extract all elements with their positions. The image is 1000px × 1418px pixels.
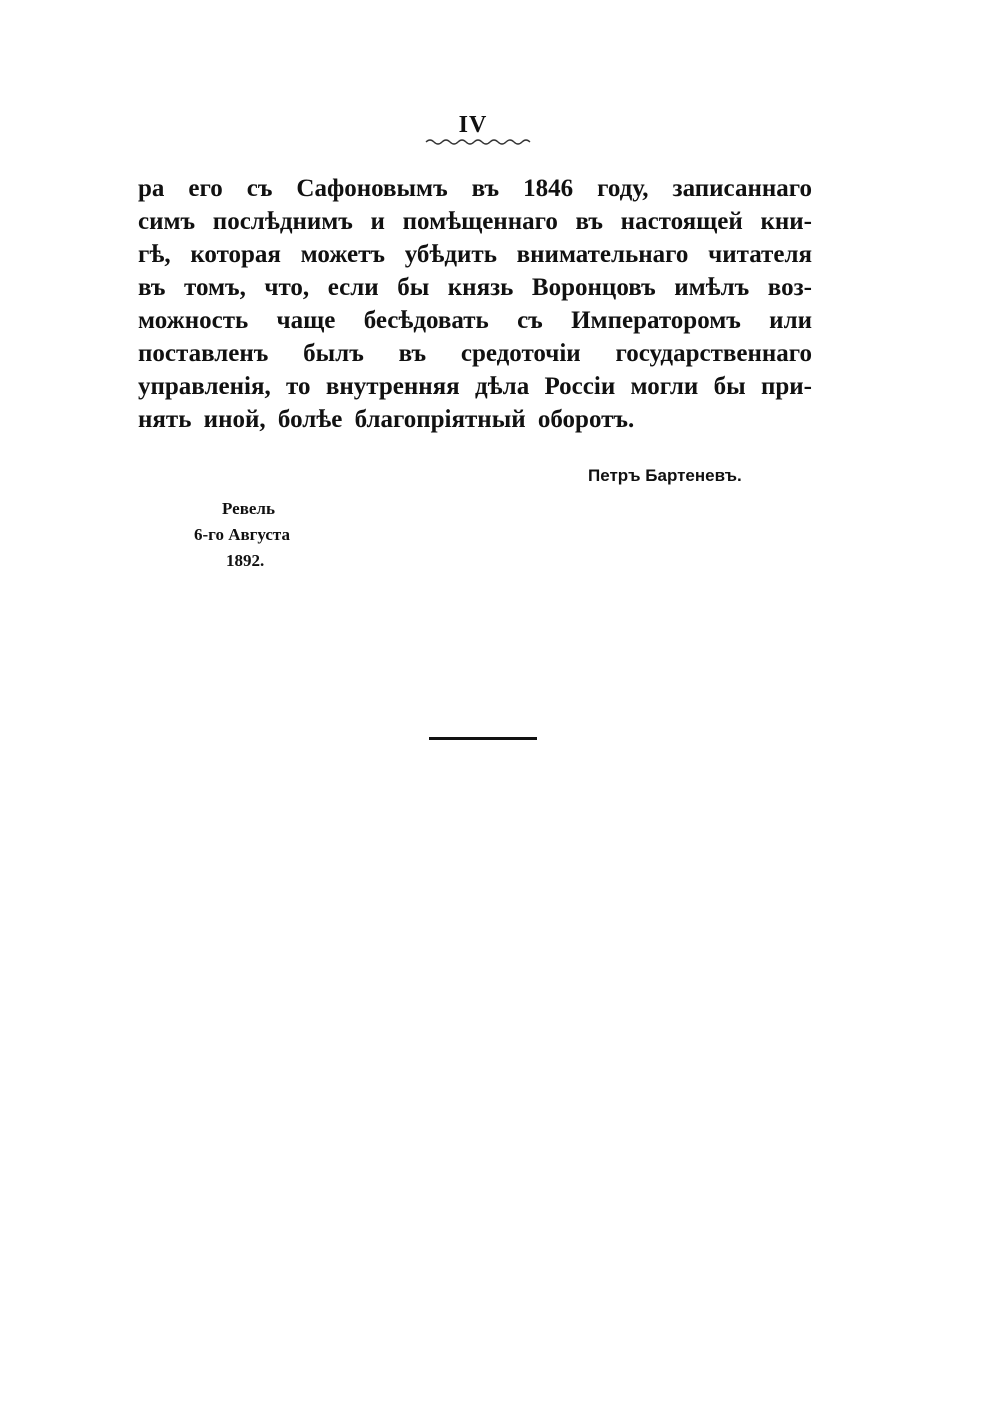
place-name: Ревель — [222, 499, 275, 518]
ornament-divider — [424, 137, 532, 147]
place-date-block — [176, 496, 336, 574]
text-line: гѣ, которая можетъ убѣдить внимательнаго читателя — [138, 241, 812, 268]
body-text — [138, 172, 812, 436]
text-line: нять иной, болѣе благопріятный оборотъ. — [138, 406, 635, 433]
page-number: IV — [458, 112, 488, 138]
text-line: симъ послѣднимъ и помѣщеннаго въ настоящей кни- — [138, 208, 812, 235]
text-line: ра его съ Сафоновымъ въ 1846 году, записаннаго — [138, 175, 812, 202]
text-line: поставленъ былъ въ средоточіи государственнаго — [138, 340, 812, 367]
author-signature: Петръ Бартеневъ. — [588, 466, 742, 485]
text-line: можность чаще бесѣдовать съ Императоромъ или — [138, 307, 812, 334]
date-text: 6-го Августа — [194, 525, 290, 544]
year-text: 1892. — [226, 551, 265, 570]
end-rule-divider — [429, 737, 537, 740]
text-line: управленія, то внутренняя дѣла Россіи могли бы при- — [138, 373, 812, 400]
text-line: въ томъ, что, если бы князь Воронцовъ имѣлъ воз- — [138, 274, 812, 301]
